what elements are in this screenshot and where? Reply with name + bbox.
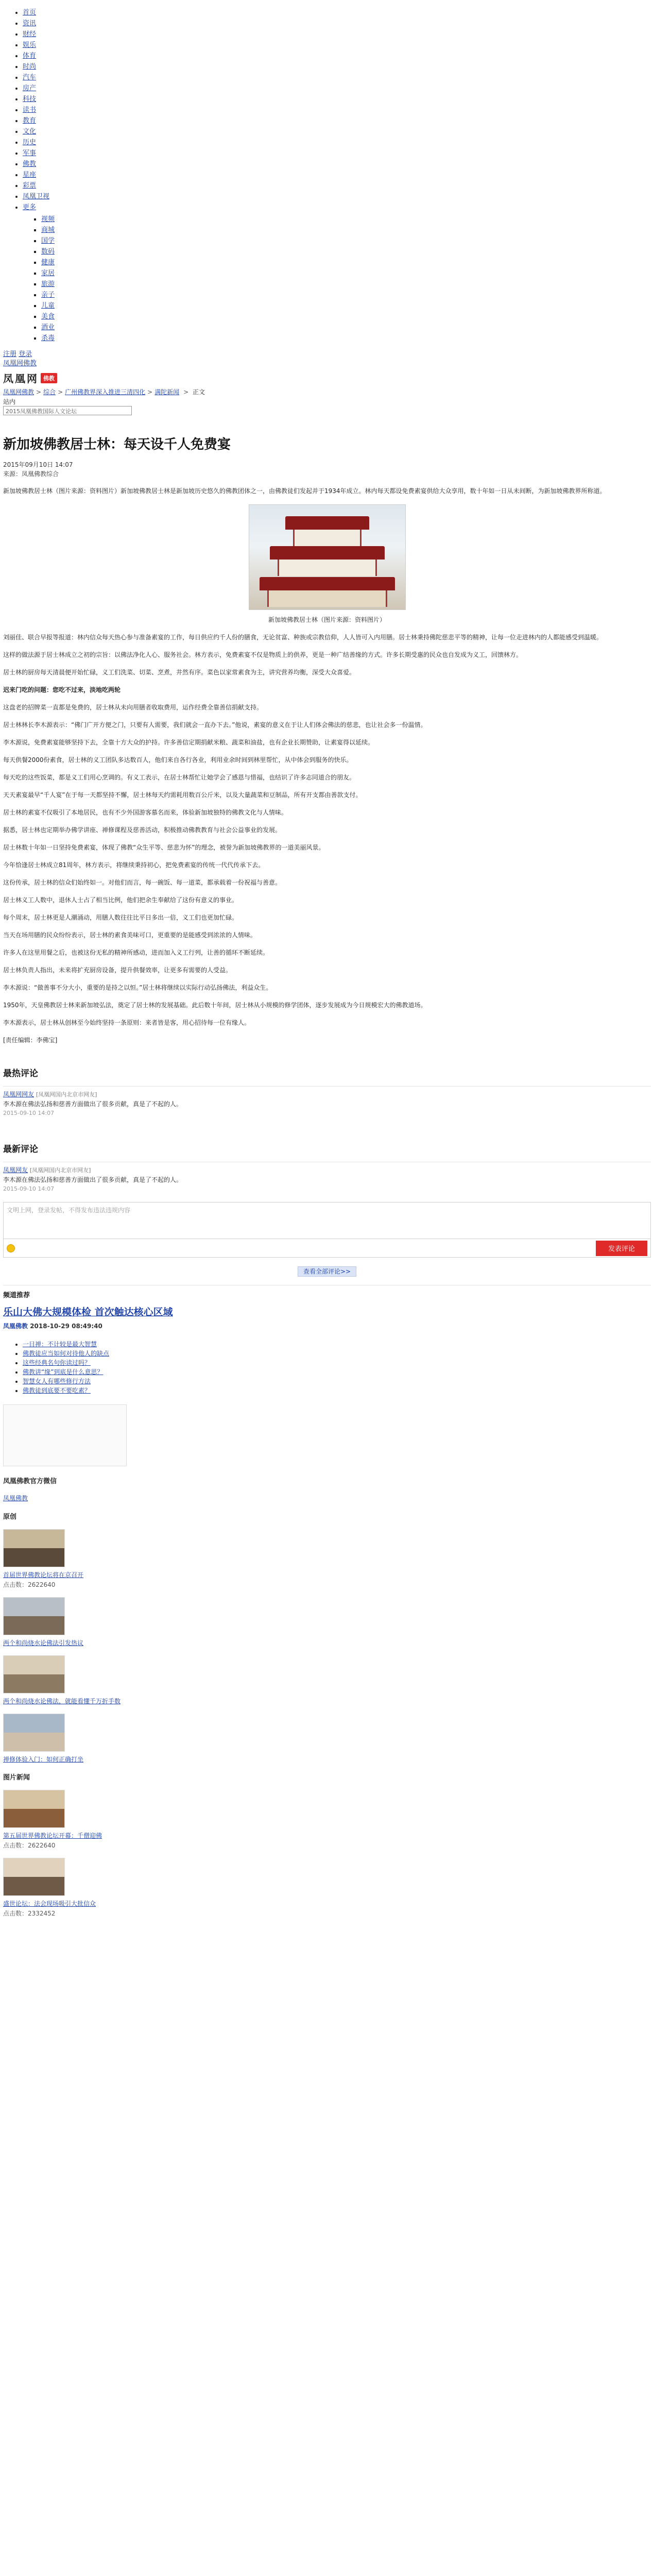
news-card-title[interactable]: 第五届世界佛教论坛开幕：千僧迎佛 (3, 1832, 102, 1839)
article-date: 2015年09月10日 14:07 (3, 461, 73, 468)
nav-item[interactable] (23, 170, 654, 180)
nav-subitem-label[interactable]: 儿童 (41, 302, 55, 310)
register-link[interactable]: 注册 (3, 350, 17, 358)
nav-item[interactable] (23, 50, 654, 61)
news-card-title[interactable]: 首届世界佛教论坛将在京召开 (3, 1571, 84, 1579)
promo-list-link[interactable]: 一日禅：不计较是最大智慧 (23, 1341, 97, 1348)
nav-subitem[interactable] (41, 268, 654, 279)
nav-more[interactable] (23, 202, 654, 344)
nav-item-label[interactable]: 佛教 (23, 160, 37, 168)
comment-time: 2015-09-10 14:07 (3, 1110, 55, 1116)
nav-subitem[interactable] (41, 311, 654, 322)
wechat-promo-placeholder (3, 1404, 127, 1466)
channel-home-link[interactable]: 凤凰网佛教 (3, 360, 37, 367)
nav-item[interactable] (23, 94, 654, 105)
promo-list-link[interactable]: 佛教徒到底要不要吃素？ (23, 1387, 91, 1394)
nav-item[interactable] (23, 191, 654, 202)
promo-list-link[interactable]: 智慧女人有哪些修行方法 (23, 1378, 91, 1385)
nav-more-label[interactable]: 更多 (23, 204, 37, 211)
article-paragraph: 每个周末，居士林更是人潮涌动，用膳人数往往比平日多出一倍，义工们也更加忙碌。 (3, 914, 238, 921)
nav-subitem-label[interactable]: 酒业 (41, 324, 55, 331)
nav-item[interactable] (23, 115, 654, 126)
nav-item[interactable] (23, 40, 654, 50)
news-card-thumbnail[interactable] (3, 1790, 65, 1828)
promo-meta (3, 1321, 651, 1330)
emoji-icon[interactable] (7, 1244, 15, 1252)
search-scope[interactable]: 站内 (3, 398, 16, 405)
nav-item[interactable] (23, 83, 654, 94)
new-comments-heading: 最新评论 (3, 1144, 38, 1155)
photo-news-cards (0, 1790, 654, 1918)
submit-comment-button[interactable]: 发表评论 (596, 1241, 647, 1256)
auth-links (0, 350, 654, 368)
comment-textarea[interactable]: 文明上网，登录发帖，不得发布违法违规内容 (3, 1202, 651, 1239)
article-subheading: 迟来门吃的问题：您吃不过来，淡地吃两轮 (3, 686, 121, 693)
nav-item[interactable] (23, 7, 654, 18)
nav-subitem-label[interactable]: 亲子 (41, 291, 55, 299)
nav-item-label[interactable]: 军事 (23, 149, 37, 157)
nav-item-label[interactable]: 首页 (23, 9, 37, 16)
article-paragraph: 李木源说，免费素宴能够坚持下去，全靠十方大众的护持。许多善信定期捐献米粮、蔬菜和油盐，也有企业长期赞助，让素宴得以延续。 (3, 739, 374, 746)
news-card-thumbnail[interactable] (3, 1714, 65, 1752)
news-card[interactable] (3, 1714, 651, 1764)
article-paragraph: 1950年，天皇佛教居士林来新加坡弘法，奠定了居士林的发展基础。此后数十年间，居士林从小规模的修学团体，逐步发展成为今日规模宏大的佛教道场。 (3, 1002, 427, 1009)
nav-subitem-label[interactable]: 美食 (41, 313, 55, 320)
article-paragraph: 这样的做法源于居士林成立之初的宗旨：以佛法净化人心、服务社会。林方表示，免费素宴不仅是物质上的供养，更是一种广结善缘的方式。许多长期受惠的民众也自发成为义工，回馈林方。 (3, 651, 523, 658)
wechat-link[interactable]: 凤凰佛教 (3, 1495, 28, 1502)
original-heading: 原创 (3, 1513, 17, 1521)
site-logo[interactable] (0, 370, 654, 385)
news-card[interactable] (3, 1790, 651, 1850)
news-card[interactable] (3, 1858, 651, 1918)
article-paragraph: 这份传承，居士林的信众们始终如一。对他们而言，每一碗饭、每一道菜，都承载着一份祝福与善意。 (3, 879, 282, 886)
article-paragraph: 新加坡佛教居士林（图片来源：资料图片）新加坡佛教居士林是新加坡历史悠久的佛教团体之一，由佛教徒们发起并于1934年成立。林内每天都设免费素宴供给大众享用，数十年如一日从未间断，为新加坡佛教界所称道。 (3, 487, 606, 495)
nav-item-label[interactable]: 彩票 (23, 182, 37, 190)
nav-item[interactable] (23, 18, 654, 29)
comment-toolbar (3, 1239, 651, 1258)
wechat-label: 凤凰佛教官方微信 (3, 1478, 57, 1485)
article-paragraph: 今年恰逢居士林成立81周年，林方表示，将继续秉持初心，把免费素宴的传统一代代传承下去。 (3, 861, 265, 869)
original-cards (0, 1529, 654, 1764)
view-all-comments-link[interactable]: 查看全部评论>> (298, 1266, 356, 1277)
nav-item[interactable] (23, 180, 654, 191)
comment-location: [凤凰网国内北京市网友] (29, 1167, 91, 1174)
promo-list-link[interactable]: 佛教讲“缘”到底是什么意思？ (23, 1368, 104, 1376)
nav-item[interactable] (23, 72, 654, 83)
hot-comments-heading: 最热评论 (3, 1069, 38, 1079)
article (0, 434, 654, 1045)
article-paragraph: 这盘老的招牌菜一直都是免费的，居士林从未向用膳者收取费用，运作经费全靠善信捐献支持。 (3, 704, 263, 711)
nav-item-label[interactable]: 读书 (23, 106, 37, 114)
nav-subitem-label[interactable]: 视频 (41, 215, 55, 223)
nav-item-label[interactable]: 财经 (23, 30, 37, 38)
nav-subitem[interactable] (41, 225, 654, 235)
promo-list-link[interactable]: 这些经典名句你读过吗？ (23, 1359, 91, 1366)
breadcrumb-item[interactable]: 综合 (43, 388, 56, 396)
news-card-title[interactable]: 两个和尚烧水论佛法，就能看懂千万折手数 (3, 1698, 121, 1705)
nav-item-label[interactable]: 娱乐 (23, 41, 37, 49)
nav-item-label[interactable]: 汽车 (23, 74, 37, 81)
article-paragraph: 居士林林长李木源表示：“佛门广开方便之门，只要有人需要，我们就会一直办下去。”他说，素宴的意义在于让人们体会佛法的慈悲，也让社会多一份温情。 (3, 721, 427, 728)
nav-item[interactable] (23, 137, 654, 148)
promo-list-item[interactable] (23, 1386, 654, 1395)
news-card-meta: 点击数：2622640 (3, 1581, 56, 1588)
breadcrumb-current: 正文 (192, 388, 205, 396)
article-paragraph: 居士林数十年如一日坚持免费素宴，体现了佛教“众生平等、慈悲为怀”的理念，被誉为新加坡佛教界的一道美丽风景。 (3, 844, 325, 851)
nav-item-label[interactable]: 历史 (23, 139, 37, 146)
nav-item[interactable] (23, 105, 654, 115)
comment-time: 2015-09-10 14:07 (3, 1185, 55, 1192)
nav-subitem[interactable] (41, 300, 654, 311)
nav-item-label[interactable]: 凤凰卫视 (23, 193, 50, 200)
temple-photo (249, 504, 406, 610)
article-paragraph: 天天素宴最早“千人宴”在于每一天都坚持不懈，居士林每天约需耗用数百公斤米，以及大量蔬菜和豆制品，所有开支都由善款支付。 (3, 791, 362, 799)
promo-list-item[interactable] (23, 1340, 654, 1349)
nav-list (0, 7, 654, 344)
nav-item-label[interactable]: 星座 (23, 171, 37, 179)
news-card-meta: 点击数：2622640 (3, 1842, 56, 1849)
promo-time: 2018-10-29 08:49:40 (30, 1323, 102, 1330)
figure-caption: 新加坡佛教居士林（图片来源：资料图片） (268, 616, 386, 623)
comment-user[interactable]: 凤凰网网友 (3, 1091, 35, 1098)
nav-item[interactable] (23, 126, 654, 137)
news-card[interactable] (3, 1529, 651, 1589)
promo-list-item[interactable] (23, 1358, 654, 1367)
nav-item[interactable] (23, 61, 654, 72)
nav-subitem[interactable] (41, 290, 654, 300)
news-card-meta: 点击数：2332452 (3, 1910, 56, 1917)
nav-item-label[interactable]: 文化 (23, 128, 37, 135)
nav-item[interactable] (23, 159, 654, 170)
news-card-title[interactable]: 两个和尚烧水论佛法引发热议 (3, 1639, 84, 1647)
editor-credit: [责任编辑：李佛宝] (3, 1037, 58, 1044)
article-paragraph: 居士林义工人数中，退休人士占了相当比例，他们把余生奉献给了这份有意义的事业。 (3, 896, 238, 904)
nav-item-label[interactable]: 体育 (23, 52, 37, 60)
nav-subitem[interactable] (41, 246, 654, 257)
nav-item-label[interactable]: 房产 (23, 84, 37, 92)
photo-news-heading: 图片新闻 (3, 1774, 30, 1782)
news-card[interactable] (3, 1597, 651, 1647)
comment-text: 李木源在佛法弘扬和慈善方面做出了很多贡献，真是了不起的人。 (3, 1176, 183, 1183)
article-paragraph: 每天供餐2000份素食，居士林的义工团队多达数百人，他们来自各行各业，利用业余时间到林里帮忙，从中体会到服务的快乐。 (3, 756, 353, 764)
article-paragraph: 当天在场用膳的民众纷纷表示，居士林的素食美味可口，更重要的是能感受到浓浓的人情味。 (3, 931, 257, 939)
news-card[interactable] (3, 1655, 651, 1705)
nav-item-label[interactable]: 科技 (23, 95, 37, 103)
nav-item[interactable] (23, 148, 654, 159)
news-card-thumbnail[interactable] (3, 1655, 65, 1693)
nav-item-label[interactable]: 时尚 (23, 63, 37, 71)
nav-subitem-label[interactable]: 国学 (41, 237, 55, 245)
nav-subitem[interactable] (41, 235, 654, 246)
news-card-thumbnail[interactable] (3, 1858, 65, 1896)
nav-subitem[interactable] (41, 214, 654, 225)
article-figure (3, 504, 651, 624)
login-link[interactable]: 登录 (19, 350, 32, 358)
breadcrumb-item[interactable]: 凤凰网佛教 (3, 388, 35, 396)
news-card-title[interactable]: 盛世论坛：法会现场吸引大批信众 (3, 1900, 96, 1907)
article-paragraph: 居士林的素宴不仅吸引了本地居民，也有不少外国游客慕名而来，体验新加坡独特的佛教文化与人情味。 (3, 809, 288, 816)
promo-source[interactable]: 凤凰佛教 (3, 1323, 28, 1330)
view-all-comments (0, 1267, 654, 1276)
comment-location: [凤凰网国内北京市网友] (36, 1091, 97, 1098)
promo-list-item[interactable] (23, 1377, 654, 1386)
article-paragraph: 据悉，居士林也定期举办佛学讲座、禅修课程及慈善活动，积极推动佛教教育与社会公益事业的发展。 (3, 826, 282, 834)
promo-list-link[interactable]: 佛教徒应当如何对待他人的缺点 (23, 1350, 110, 1357)
nav-item-label[interactable]: 教育 (23, 117, 37, 125)
nav-subitem-label[interactable]: 商城 (41, 226, 55, 234)
nav-subitem[interactable] (41, 257, 654, 268)
nav-subitem[interactable] (41, 279, 654, 290)
logo-badge: 佛教 (41, 373, 57, 383)
nav-subitem-label[interactable]: 数码 (41, 248, 55, 256)
nav-item-label[interactable]: 资讯 (23, 20, 37, 27)
news-card-thumbnail[interactable] (3, 1529, 65, 1567)
channel-recommend-heading: 频道推荐 (3, 1292, 30, 1299)
comment-user[interactable]: 凤凰网友 (3, 1166, 28, 1174)
article-paragraph: 居士林的厨房每天清晨便开始忙碌，义工们洗菜、切菜、烹煮，井然有序。菜色以家常素食为主，讲究营养均衡，深受大众喜爱。 (3, 669, 356, 676)
nav-item[interactable] (23, 29, 654, 40)
comment-item (0, 1087, 654, 1121)
nav-subitem-label[interactable]: 健康 (41, 259, 55, 266)
nav-subitem-label[interactable]: 杀毒 (41, 334, 55, 342)
nav-subitem-label[interactable]: 家居 (41, 269, 55, 277)
promo-link-list (0, 1340, 654, 1395)
news-card-thumbnail[interactable] (3, 1597, 65, 1635)
breadcrumb: 凤凰网佛教 > 综合 > 广州佛教界深入推进三清四化 > 满陀新闻 > 正文 (3, 388, 205, 396)
article-paragraph: 每天吃的这些饭菜，都是义工们用心烹调的。有义工表示，在居士林帮忙让她学会了感恩与惜福，也结识了许多志同道合的朋友。 (3, 774, 356, 781)
news-card-title[interactable]: 禅修体验入门：如何正确打坐 (3, 1756, 84, 1763)
breadcrumb-item[interactable]: 满陀新闻 (154, 388, 180, 396)
promo-headline-link[interactable]: 乐山大佛大规模体检 首次触达核心区域 (3, 1307, 173, 1318)
nav-subitem[interactable] (41, 333, 654, 344)
logo-text: 凤凰网 (3, 372, 39, 385)
search-input[interactable]: 2015凤凰佛教国际人文论坛 (3, 406, 132, 415)
article-paragraph: 李木源表示，居士林从创林至今始终坚持一条原则：来者皆是客，用心招待每一位有缘人。 (3, 1019, 251, 1026)
search-area (0, 397, 654, 415)
promo-list-item[interactable] (23, 1367, 654, 1377)
comment-item (0, 1162, 654, 1197)
article-title: 新加坡佛教居士林：每天设千人免费宴 (3, 437, 231, 452)
article-source: 来源：凤凰佛教综合 (3, 470, 59, 478)
breadcrumb-item[interactable]: 广州佛教界深入推进三清四化 (65, 388, 146, 396)
nav-subitem[interactable] (41, 322, 654, 333)
comment-text: 李木源在佛法弘扬和慈善方面做出了很多贡献，真是了不起的人。 (3, 1100, 183, 1108)
promo-list-item[interactable] (23, 1349, 654, 1358)
article-paragraph: 李木源说：“做善事不分大小，重要的是持之以恒。”居士林将继续以实际行动弘扬佛法，利益众生。 (3, 984, 272, 991)
top-navigation (0, 0, 654, 344)
article-paragraph: 许多人在这里用餐之后，也被这份无私的精神所感动，进而加入义工行列，让善的循环不断延续。 (3, 949, 269, 956)
article-paragraph: 居士林负责人指出，未来将扩充厨房设备，提升供餐效率，让更多有需要的人受益。 (3, 967, 232, 974)
nav-subitem-label[interactable]: 旅游 (41, 280, 55, 288)
nav-more-submenu (23, 214, 654, 344)
article-paragraph: 刘丽佳、联合早报等报道：林内信众每天热心参与准备素宴的工作，每日供应约千人份的膳食，无论贫富、种族或宗教信仰，人人皆可入内用膳。居士林秉持佛陀慈悲平等的精神，让每一位走进林内的人都能感受到温暖。 (3, 634, 603, 641)
